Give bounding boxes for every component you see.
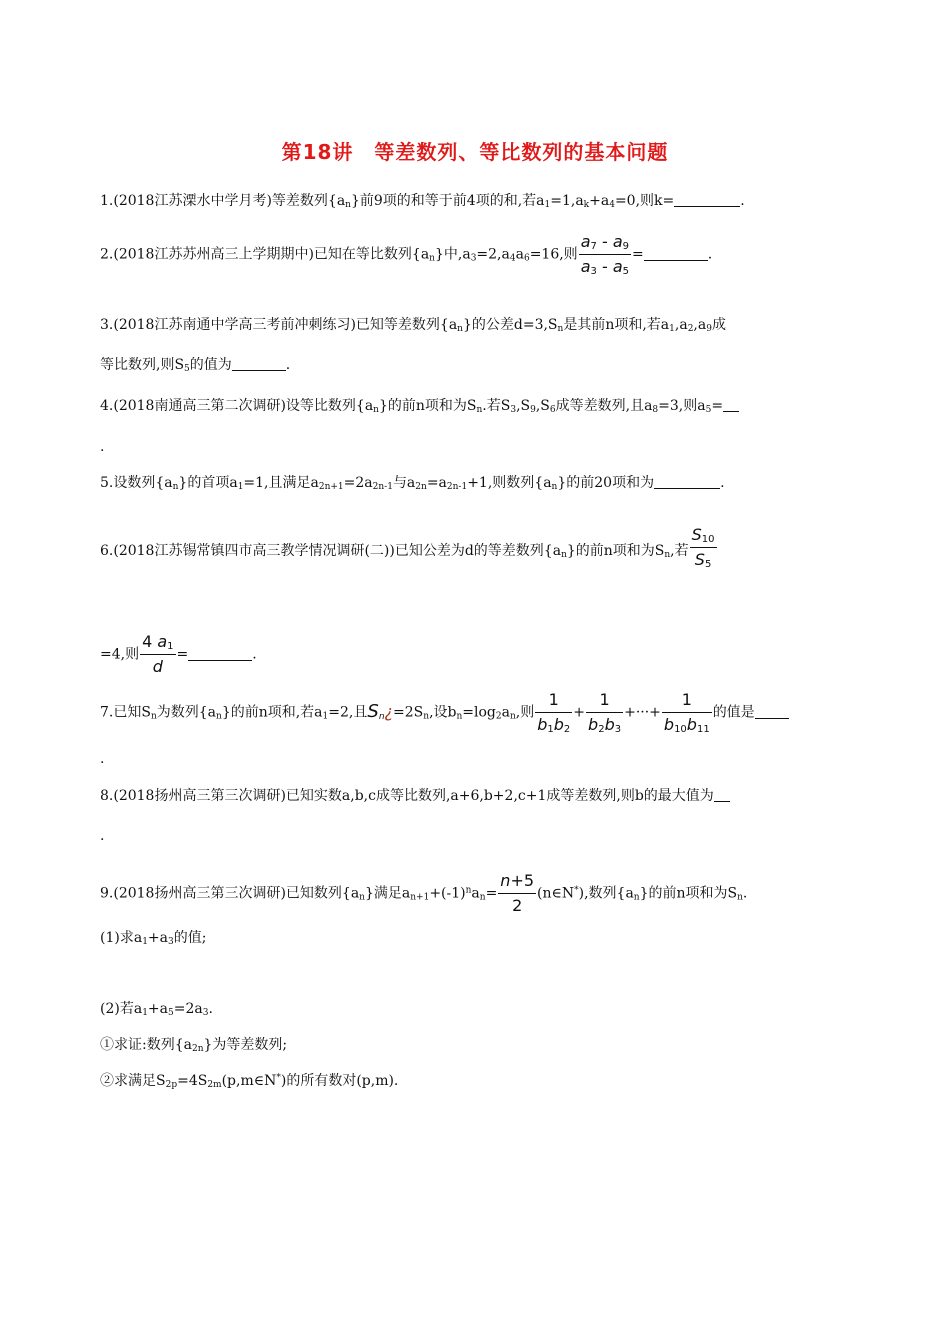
answer-blank[interactable]	[714, 787, 730, 802]
fraction-n-plus-5-over-2: $\frac{n+5}{2}$	[500, 871, 535, 915]
fraction-1-over-b2b3: $\frac{1}{b_2b_3}$	[588, 690, 622, 735]
fraction-s10-over-s5: $\frac{S_{10}}{S_5}$	[691, 525, 715, 570]
question-1: 1.(2018江苏溧水中学月考)等差数列$\{a_n\}$前9项的和等于前4项的和,若$a_1=1,a_k+a_4=0$,则k= .	[100, 193, 745, 210]
question-9-part-2-i: ①求证:数列$\{a_{2n}\}$为等差数列;	[100, 1037, 288, 1054]
question-9-part-2: (2)若$a_1+a_5=2a_3$.	[100, 1001, 213, 1018]
question-3-line-2: 等比数列,则$S_5$的值为 .	[100, 357, 291, 374]
answer-blank[interactable]	[188, 646, 252, 661]
page-title: 第18讲 等差数列、等比数列的基本问题	[281, 140, 669, 164]
question-8: 8.(2018扬州高三第三次调研)已知实数a,b,c成等比数列,a+6,b+2,c+1成等差数列,则b的最大值为	[100, 786, 730, 806]
fraction-4a1-over-d: $\frac{4 a_1}{d}$	[142, 632, 174, 676]
garbled-formula-glyph: $S_n¿$	[367, 700, 394, 722]
answer-blank[interactable]	[674, 192, 740, 207]
answer-blank[interactable]	[644, 246, 708, 261]
answer-blank[interactable]	[654, 474, 720, 489]
question-7-trailing-dot: .	[100, 751, 105, 767]
question-4-trailing-dot: .	[100, 439, 105, 455]
question-8-trailing-dot: .	[100, 828, 105, 844]
question-9: 9.(2018扬州高三第三次调研)已知数列$\{a_n\}$满足$a_{n+1}+(-1)^na_n=$ $\frac{n+5}{2}$ (n∈N*),数列$\{a_n\}$的前n项和为$S_n$.	[100, 871, 748, 915]
question-4: 4.(2018南通高三第二次调研)设等比数列$\{a_n\}$的前n项和为$S_n$.若$S_3,S_9,S_6$成等差数列,且$a_8=3$,则$a_5=$	[100, 396, 739, 416]
fraction-a7-a9-over-a3-a5: $\frac{a_7 - a_9}{a_3 - a_5}$	[580, 232, 630, 277]
question-3-line-1: 3.(2018江苏南通中学高三考前冲刺练习)已知等差数列$\{a_n\}$的公差$d=3,S_n$是其前n项和,若$a_1,a_2,a_9$成	[100, 317, 726, 334]
question-5: 5.设数列$\{a_n\}$的首项$a_1=1$,且满足$a_{2n+1}=2a_{2n-1}$与$a_{2n}=a_{2n-1}+1$,则数列$\{a_n\}$的前20项和为 .	[100, 475, 725, 492]
fraction-1-over-b10b11: $\frac{1}{b_{10}b_{11}}$	[663, 690, 710, 735]
question-7: 7.已知$S_n$为数列$\{a_n\}$的前n项和,若$a_1=2$,且$S_n¿=2S_n$,设$b_n=\log_2a_n$,则 $\frac{1}{b_1b_2}$ + $\frac{1}{b_2b_3}$ +···+ $\frac{1}{b_{10}b_{11}}$ 的值是	[100, 690, 789, 735]
question-2: 2.(2018江苏苏州高三上学期期中)已知在等比数列$\{a_n\}$中$,a_3=2,a_4a_6=16$,则 $\frac{a_7 - a_9}{a_3 - a_5}$ = .	[100, 232, 713, 277]
question-6: 6.(2018江苏锡常镇四市高三教学情况调研(二))已知公差为d的等差数列$\{a_n\}$的前n项和为$S_n$,若 $\frac{S_{10}}{S_5}$	[100, 525, 715, 570]
question-9-part-1: (1)求$a_1+a_3$的值;	[100, 930, 207, 947]
answer-blank[interactable]	[723, 397, 739, 412]
fraction-1-over-b1b2: $\frac{1}{b_1b_2}$	[537, 690, 571, 735]
answer-blank[interactable]	[232, 356, 286, 371]
question-9-part-2-ii: ②求满足$S_{2p}=4S_{2m}(p,m\in N^*)$的所有数对(p,m).	[100, 1073, 399, 1090]
question-6-line-2: =4,则 $\frac{4 a_1}{d}$ = .	[100, 632, 257, 676]
answer-blank[interactable]	[755, 704, 789, 719]
